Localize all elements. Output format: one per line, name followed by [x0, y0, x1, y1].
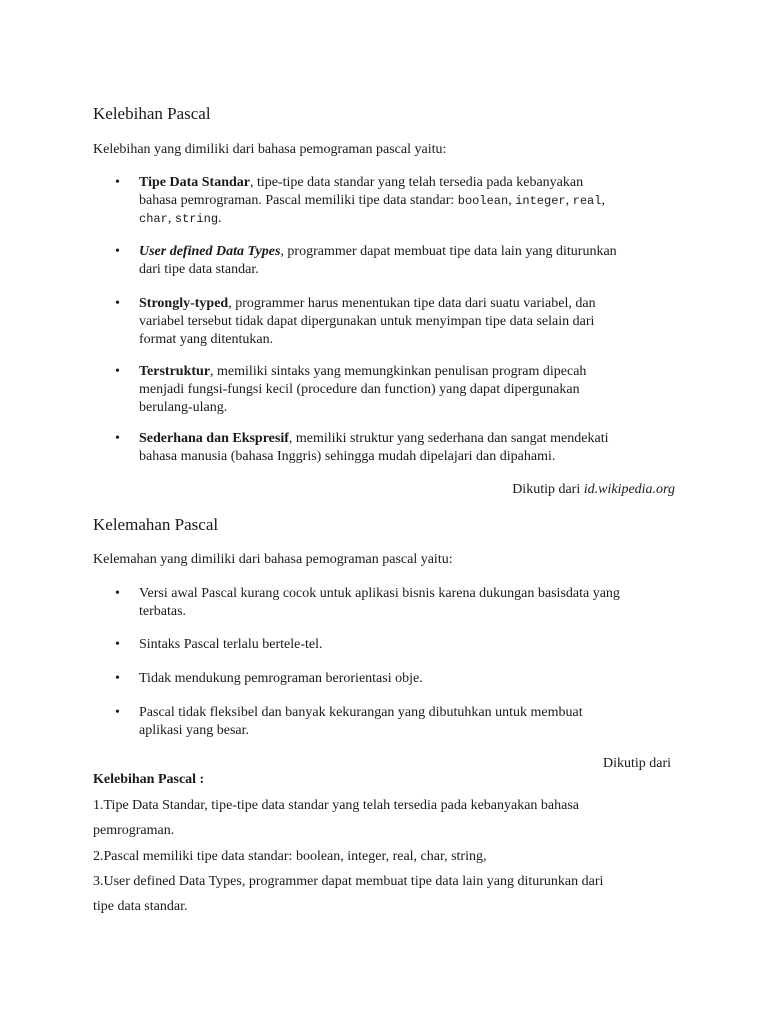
- item-term: Tipe Data Standar: [139, 175, 250, 190]
- document-page: Kelebihan Pascal Kelebihan yang dimiliki dari bahasa pemograman pascal yaitu: • Tipe Data Standar, tipe-tipe data standar yang telah tersedia pada kebanyakan bahasa pemrograman. Pascal memiliki tipe data standar: boolean, integer, real, char, string. • User defined Data Types, programmer dapat membuat tipe data lain yang diturunkan dari tipe data standar. • Strongly-typed, programmer harus menentukan tipe data dari suatu variabel, dan variabel tersebut tidak dapat dipergunakan untuk menyimpan tipe data selain dari format yang ditentukan. • Terstruktur, memiliki sintaks yang memungkinkan penulisan program dipecah menjadi fungsi-fungsi kecil (procedure dan function) yang dapat dipergunakan berulang-ulang. • Sederhana dan Ekspresif, memiliki struktur yang sederhana dan sangat mendekati bahasa manusia (bahasa Inggris) sehingga mudah dipelajari dan dipahami. Dikutip dari id.wikipedia.org Kelemahan Pascal Kelemahan yang dimiliki dari bahasa pemograman pascal yaitu: • Versi awal Pascal kurang cocok untuk aplikasi bisnis karena dukungan basisdata yang terbatas. • Sintaks Pascal terlalu bertele-tel. • Tidak mendukung pemrograman berorientasi obje. • Pascal tidak fleksibel dan banyak kekurangan yang dibutuhkan untuk membuat aplikasi yang besar. Dikutip dari Kelebihan Pascal : 1.Tipe Data Standar, tipe-tipe data standar yang telah tersedia pada kebanyakan bahasa pemrograman. 2.Pascal memiliki tipe data standar: boolean, integer, real, char, string, 3.User defined Data Types, programmer dapat membuat tipe data lain yang diturunkan dari tipe data standar.: [93, 104, 675, 914]
- numbered-line: pemrograman.: [93, 823, 175, 838]
- bullet-icon: •: [115, 296, 120, 311]
- numbered-line: 2.Pascal memiliki tipe data standar: boolean, integer, real, char, string,: [93, 849, 487, 864]
- numbered-line: 1.Tipe Data Standar, tipe-tipe data standar yang telah tersedia pada kebanyakan bahasa: [93, 798, 580, 813]
- numbered-line: 3.User defined Data Types, programmer dapat membuat tipe data lain yang diturunkan dari: [93, 874, 604, 889]
- bullet-icon: •: [115, 586, 120, 601]
- item-term: Strongly-typed: [139, 296, 229, 311]
- bullet-icon: •: [115, 671, 120, 686]
- section-title-kelemahan: Kelemahan Pascal: [93, 515, 219, 534]
- bullet-icon: •: [115, 175, 120, 190]
- bullet-icon: •: [115, 637, 120, 652]
- bullet-icon: •: [115, 244, 120, 259]
- source-citation-2: Dikutip dari: [602, 756, 671, 771]
- item-term: Terstruktur: [139, 364, 211, 379]
- section-intro-kelemahan: Kelemahan yang dimiliki dari bahasa pemograman pascal yaitu:: [93, 552, 453, 567]
- section-intro-kelebihan: Kelebihan yang dimiliki dari bahasa pemograman pascal yaitu:: [93, 142, 447, 157]
- section-title-kelebihan: Kelebihan Pascal: [93, 104, 211, 123]
- bullet-icon: •: [115, 431, 120, 446]
- bullet-icon: •: [115, 364, 120, 379]
- numbered-line: tipe data standar.: [93, 899, 188, 914]
- source-link[interactable]: id.wikipedia.org: [583, 482, 675, 497]
- section-title-kelebihan-2: Kelebihan Pascal :: [93, 772, 205, 787]
- source-citation: Dikutip dari id.wikipedia.org: [512, 482, 675, 497]
- bullet-icon: •: [115, 705, 120, 720]
- item-term: User defined Data Types: [139, 244, 281, 259]
- item-term: Sederhana dan Ekspresif: [139, 431, 289, 446]
